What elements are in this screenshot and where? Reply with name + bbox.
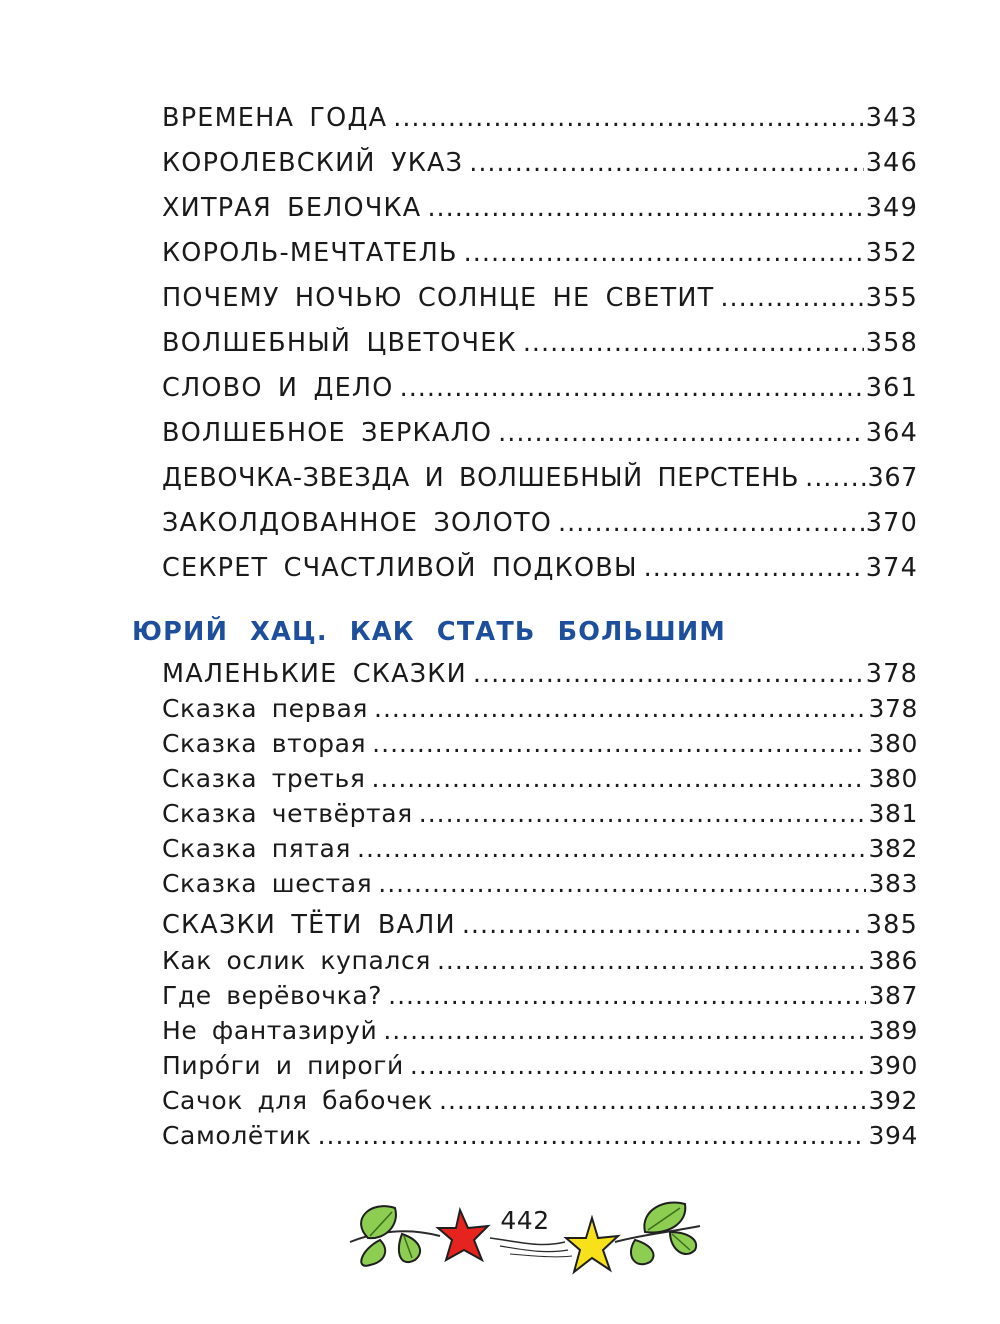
toc-entry-title: СКАЗКИ ТЁТИ ВАЛИ [162,910,456,940]
toc-entry[interactable] [162,148,918,178]
toc-entry-page: 378 [865,659,918,689]
toc-entry[interactable] [162,946,918,975]
dot-leader [383,1016,866,1045]
toc-group-heading[interactable] [162,659,918,689]
toc-entry[interactable] [162,553,918,583]
toc-entry[interactable] [162,283,918,313]
toc-entry[interactable] [162,373,918,403]
dot-leader [388,981,866,1010]
toc-entry-page: 374 [865,553,918,583]
leaf-branch-icon [350,1206,440,1266]
toc-entry-title: ВРЕМЕНА ГОДА [162,103,388,133]
dot-leader [410,1051,867,1080]
toc-entry[interactable] [162,418,918,448]
dot-leader [437,946,867,975]
toc-entry-page: 343 [865,103,918,133]
toc-entry-title: МАЛЕНЬКИЕ СКАЗКИ [162,659,467,689]
dot-leader [805,463,865,493]
dot-leader [720,283,863,313]
toc-entry[interactable] [162,799,918,828]
toc-group-heading[interactable] [162,910,918,940]
toc-entry-page: 352 [865,238,918,268]
toc-entry-title: Пиро́ги и пироги́ [162,1051,404,1080]
yellow-star-icon [566,1218,618,1272]
toc-entry-title: ВОЛШЕБНОЕ ЗЕРКАЛО [162,418,493,448]
toc-entry-page: 380 [868,764,918,793]
toc-entry-page: 380 [868,729,918,758]
dot-leader [464,238,864,268]
toc-entry-title: Сачок для бабочек [162,1086,434,1115]
toc-entry-title: Как ослик купался [162,946,431,975]
toc-entry-title: Где верёвочка? [162,981,383,1010]
toc-entry[interactable] [162,508,918,538]
toc-entry-title: ВОЛШЕБНЫЙ ЦВЕТОЧЕК [162,328,517,358]
toc-entry-title: Не фантазируй [162,1016,378,1045]
toc-entry-page: 390 [868,1051,918,1080]
toc-entry-title: СЕКРЕТ СЧАСТЛИВОЙ ПОДКОВЫ [162,553,638,583]
toc-entry[interactable] [162,869,918,898]
toc-entry-page: 358 [865,328,918,358]
dot-leader [498,418,864,448]
toc-entry[interactable] [162,981,918,1010]
toc-entry[interactable] [162,1121,918,1150]
toc-entry-page: 387 [868,981,918,1010]
toc-entry-page: 361 [865,373,918,403]
toc-entry[interactable] [162,1051,918,1080]
toc-entry[interactable] [162,463,918,493]
toc-entry-title: Сказка третья [162,764,366,793]
toc-entry-title: ДЕВОЧКА-ЗВЕЗДА И ВОЛШЕБНЫЙ ПЕРСТЕНЬ [162,463,800,493]
dot-leader [419,799,867,828]
dot-leader [374,694,866,723]
dot-leader [427,193,863,223]
toc-entry-title: Сказка вторая [162,729,367,758]
toc-entry-page: 389 [868,1016,918,1045]
toc-entry[interactable] [162,193,918,223]
dot-leader [400,373,864,403]
toc-entry-title: Сказка четвёртая [162,799,413,828]
toc-entry-page: 355 [865,283,918,313]
toc-entry[interactable] [162,1086,918,1115]
dot-leader [469,148,864,178]
toc-entry[interactable] [162,1016,918,1045]
toc-entry[interactable] [162,103,918,133]
toc-entry[interactable] [162,238,918,268]
dot-leader [393,103,864,133]
dot-leader [372,729,866,758]
toc-entry-page: 385 [865,910,918,940]
toc-entry-title: ПОЧЕМУ НОЧЬЮ СОЛНЦЕ НЕ СВЕТИТ [162,283,715,313]
toc-entry-page: 378 [868,694,918,723]
toc-entry-page: 367 [867,463,918,493]
toc-entry-title: СЛОВО И ДЕЛО [162,373,394,403]
toc-entry-page: 364 [865,418,918,448]
toc-entry-page: 370 [865,508,918,538]
toc-entry-title: КОРОЛЕВСКИЙ УКАЗ [162,148,464,178]
toc-entry-title: Сказка пятая [162,834,352,863]
toc-entry[interactable] [162,834,918,863]
page-number: 442 [500,1206,550,1235]
section-heading: ЮРИЙ ХАЦ. КАК СТАТЬ БОЛЬШИМ [132,617,726,647]
toc-entry-title: ЗАКОЛДОВАННОЕ ЗОЛОТО [162,508,553,538]
toc-entry-page: 394 [868,1121,918,1150]
toc-entry[interactable] [162,694,918,723]
dot-leader [558,508,864,538]
toc-entry-title: Сказка шестая [162,869,373,898]
toc-entry-title: Самолётик [162,1121,312,1150]
dot-leader [644,553,864,583]
toc-entry-title: Сказка первая [162,694,369,723]
dot-leader [439,1086,866,1115]
dot-leader [378,869,866,898]
footer-ornament [340,1190,710,1290]
toc-entry-page: 383 [868,869,918,898]
toc-entry-title: КОРОЛЬ-МЕЧТАТЕЛЬ [162,238,458,268]
toc-entry-page: 386 [868,946,918,975]
dot-leader [473,659,864,689]
dot-leader [372,764,867,793]
toc-entry-page: 346 [865,148,918,178]
dot-leader [462,910,864,940]
toc-entry-page: 349 [865,193,918,223]
toc-entry-page: 381 [868,799,918,828]
leaf-branch-icon [615,1202,700,1264]
toc-entry[interactable] [162,729,918,758]
dot-leader [318,1121,867,1150]
toc-entry-title: ХИТРАЯ БЕЛОЧКА [162,193,422,223]
toc-entry-page: 382 [868,834,918,863]
toc-entry-page: 392 [868,1086,918,1115]
dot-leader [357,834,866,863]
toc-entry[interactable] [162,328,918,358]
red-star-icon [438,1210,488,1260]
dot-leader [523,328,864,358]
toc-entry[interactable] [162,764,918,793]
